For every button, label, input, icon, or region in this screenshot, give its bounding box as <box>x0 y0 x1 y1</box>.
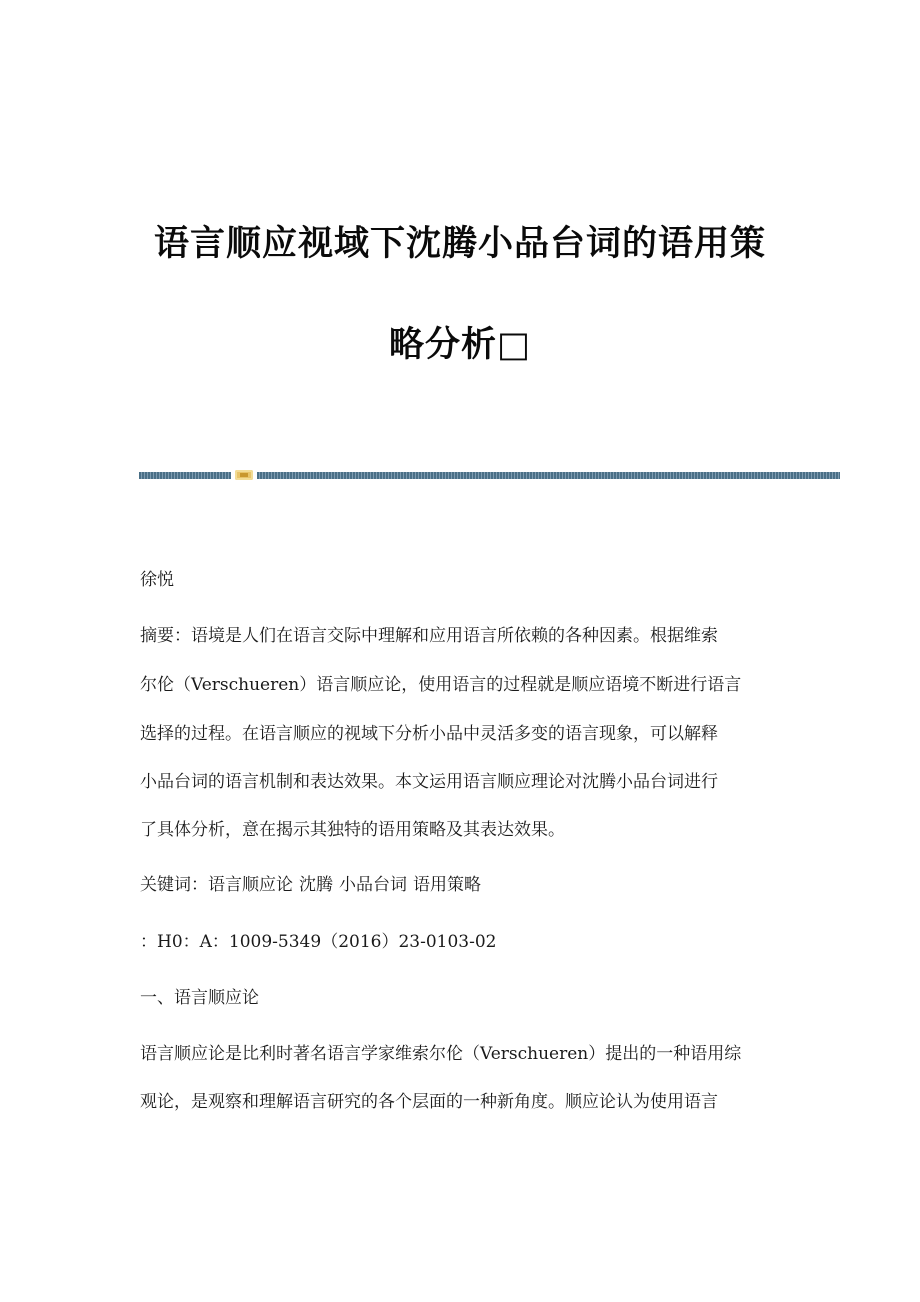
keywords-label: 关键词： <box>140 875 208 895</box>
title-divider <box>139 470 840 480</box>
classification-line: ：H0：A：1009-5349（2016）23-0103-02 <box>140 932 497 952</box>
keyword-item: 沈腾 <box>299 875 333 895</box>
keywords-line <box>140 873 487 897</box>
keyword-item: 语用策略 <box>413 875 481 895</box>
document-title-line-2: 略分析□ <box>388 325 532 365</box>
body-line: 观论，是观察和理解语言研究的各个层面的一种新角度。顺应论认为使用语言 <box>140 1092 718 1112</box>
abstract-line: 小品台词的语言机制和表达效果。本文运用语言顺应理论对沈腾小品台词进行 <box>140 772 718 792</box>
keyword-item: 语言顺应论 <box>208 875 293 895</box>
section-heading: 一、语言顺应论 <box>140 988 259 1008</box>
body-line: 语言顺应论是比利时著名语言学家维索尔伦（Verschueren）提出的一种语用综 <box>140 1044 742 1064</box>
author-name: 徐悦 <box>140 570 174 590</box>
keyword-item: 小品台词 <box>339 875 407 895</box>
abstract-line: 了具体分析，意在揭示其独特的语用策略及其表达效果。 <box>140 820 565 840</box>
abstract-line: 尔伦（Verschueren）语言顺应论，使用语言的过程就是顺应语境不断进行语言 <box>140 675 742 695</box>
divider-bar-left <box>139 472 231 479</box>
document-title-line-1: 语言顺应视域下沈腾小品台词的语用策 <box>153 224 766 264</box>
abstract-line: 摘要：语境是人们在语言交际中理解和应用语言所依赖的各种因素。根据维索 <box>140 626 718 646</box>
abstract-line: 选择的过程。在语言顺应的视域下分析小品中灵活多变的语言现象，可以解释 <box>140 724 718 744</box>
divider-bar-right <box>257 472 840 479</box>
divider-ornament-icon <box>235 470 253 480</box>
